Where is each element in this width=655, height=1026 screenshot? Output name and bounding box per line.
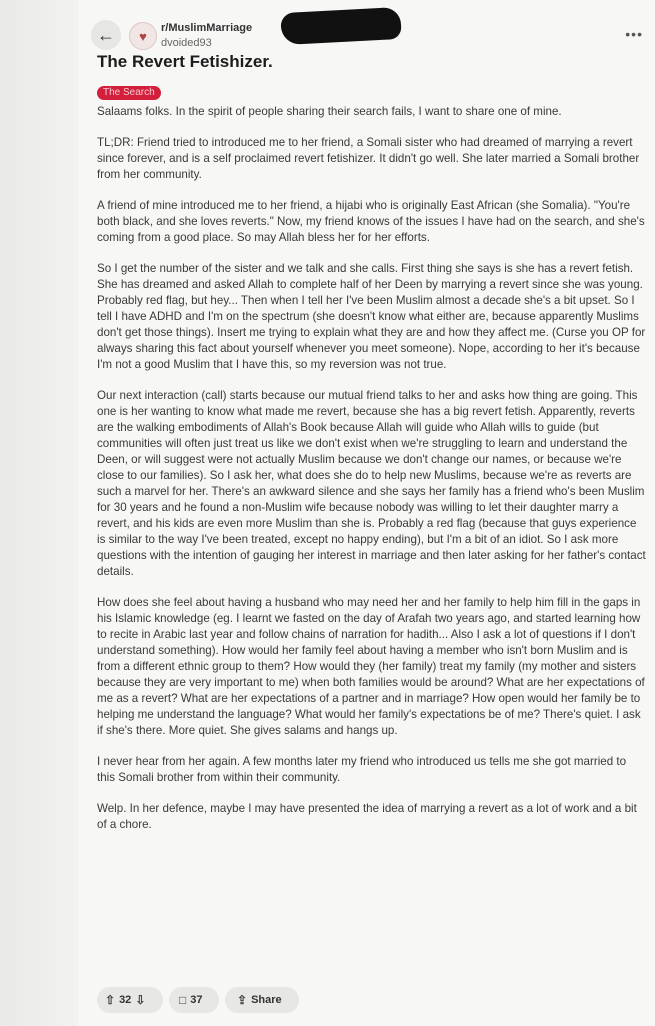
subreddit-logo-icon: ♥ bbox=[139, 28, 147, 44]
post-paragraph: How does she feel about having a husband who may need her and her family to help him fill in the gaps in his Islamic knowledge (eg. I learnt we fasted on the day of Arafah two years ago, and started learning how to recite in Arabic last year and follow chains of narration for hadith... Also I ask a lot of questions if I don't understand something). How would her family feel about having a member who isn't born Muslim and is from a different ethnic group to them? How would they (her family) treat my family (my mother and sisters because they are very important to me) when both families would be around? What are her expectations of me as a revert? What are her expectations of a partner and in marriage? How open would her family be to helping me understand the language? What would her family's expectations be of me? There's quiet. I ask if she's there. More quiet. She gives salams and hangs up. bbox=[97, 596, 645, 737]
post-body bbox=[97, 104, 647, 848]
post-paragraph: Salaams folks. In the spirit of people sharing their search fails, I want to share one of mine. bbox=[97, 105, 562, 118]
subreddit-avatar[interactable] bbox=[129, 22, 157, 50]
post-paragraph: So I get the number of the sister and we talk and she calls. First thing she says is she has a revert fetish. She has dreamed and asked Allah to complete half of her Deen by marrying a revert since she was young. Probably red flag, but hey... Then when I tell her I've been Muslim almost a decade she's a bit upset. So I tell I have ADHD and I'm on the spectrum (she doesn't know what either are, because apparently Muslims don't get those things). Insert me trying to explain what they are and how they affect me. (Curse you OP for always sharing this fact about yourself whenever you meet someone). Nope, according to her it's because I'm not a good Muslim that I have this, so my reversion was not true. bbox=[97, 262, 646, 371]
back-button[interactable] bbox=[91, 20, 121, 50]
share-label: Share bbox=[251, 994, 282, 1006]
more-options-icon[interactable]: ••• bbox=[625, 26, 643, 42]
post-paragraph: I never hear from her again. A few months later my friend who introduced us tells me she got married to this Somali brother from within their community. bbox=[97, 755, 627, 784]
upvote-icon[interactable]: ⇧ bbox=[105, 993, 116, 1007]
back-arrow-icon: ← bbox=[97, 24, 115, 45]
comment-count: 37 bbox=[190, 994, 203, 1006]
post-paragraph: A friend of mine introduced me to her friend, a hijabi who is originally East African (she Somalia). "You're both black, and she loves reverts." Now, my friend knows of the issues I have had on the search, and she's coming from a good place. So may Allah bless her for her efforts. bbox=[97, 199, 645, 244]
vote-control bbox=[97, 987, 163, 1013]
vote-count: 32 bbox=[119, 994, 132, 1006]
downvote-icon[interactable]: ⇩ bbox=[135, 993, 146, 1007]
share-button[interactable] bbox=[225, 987, 299, 1013]
post-title: The Revert Fetishizer. bbox=[97, 52, 273, 71]
post-paragraph: TL;DR: Friend tried to introduced me to her friend, a Somali sister who had dreamed of marrying a revert since forever, and is a self proclaimed revert fetishizer. It didn't go well. She later married a Somali brother from her community. bbox=[97, 136, 640, 181]
comments-button[interactable] bbox=[169, 987, 219, 1013]
post-header bbox=[91, 16, 651, 56]
post-paragraph: Our next interaction (call) starts because our mutual friend talks to her and asks how thing are going. This one is her wanting to know what made me revert, because she has a big revert fetish. Apparently, reverts are the walking embodiments of Allah's Book because Allah will guide who Allah wills to guide (but communities will often just treat us like we don't exist when we're struggling to learn and understand the Deen, or will suggest were not actually Muslim because we don't change our names, or because we're close to our families). So I ask her, what does she do to help new Muslims, because we're as reverts are such a marvel for her. There's an awkward silence and she says her family has a friend who's been Muslim for 30 years and he found a non-Muslim wife because nobody was willing to let their daughter marry a revert, and his kids are even more Muslim than she is. Probably a red flag (because that guys experience is similar to the way I've been treated, except no happy ending), but I'm a bit of an idiot. So I ask more questions with the intention of gauging her interest in marriage and then later asking for her father's contact details. bbox=[97, 389, 646, 578]
subreddit-name[interactable]: r/MuslimMarriage bbox=[161, 22, 253, 34]
redaction-scribble bbox=[280, 7, 402, 45]
post-flair[interactable]: The Search bbox=[97, 86, 161, 100]
post-paragraph: Welp. In her defence, maybe I may have presented the idea of marrying a revert as a lot of work and a bit of a chore. bbox=[97, 802, 637, 831]
screenshot-left-margin bbox=[0, 0, 78, 1026]
share-icon: ⇪ bbox=[237, 993, 248, 1007]
author-username[interactable]: dvoided93 bbox=[161, 37, 212, 49]
comment-icon: □ bbox=[179, 993, 187, 1007]
